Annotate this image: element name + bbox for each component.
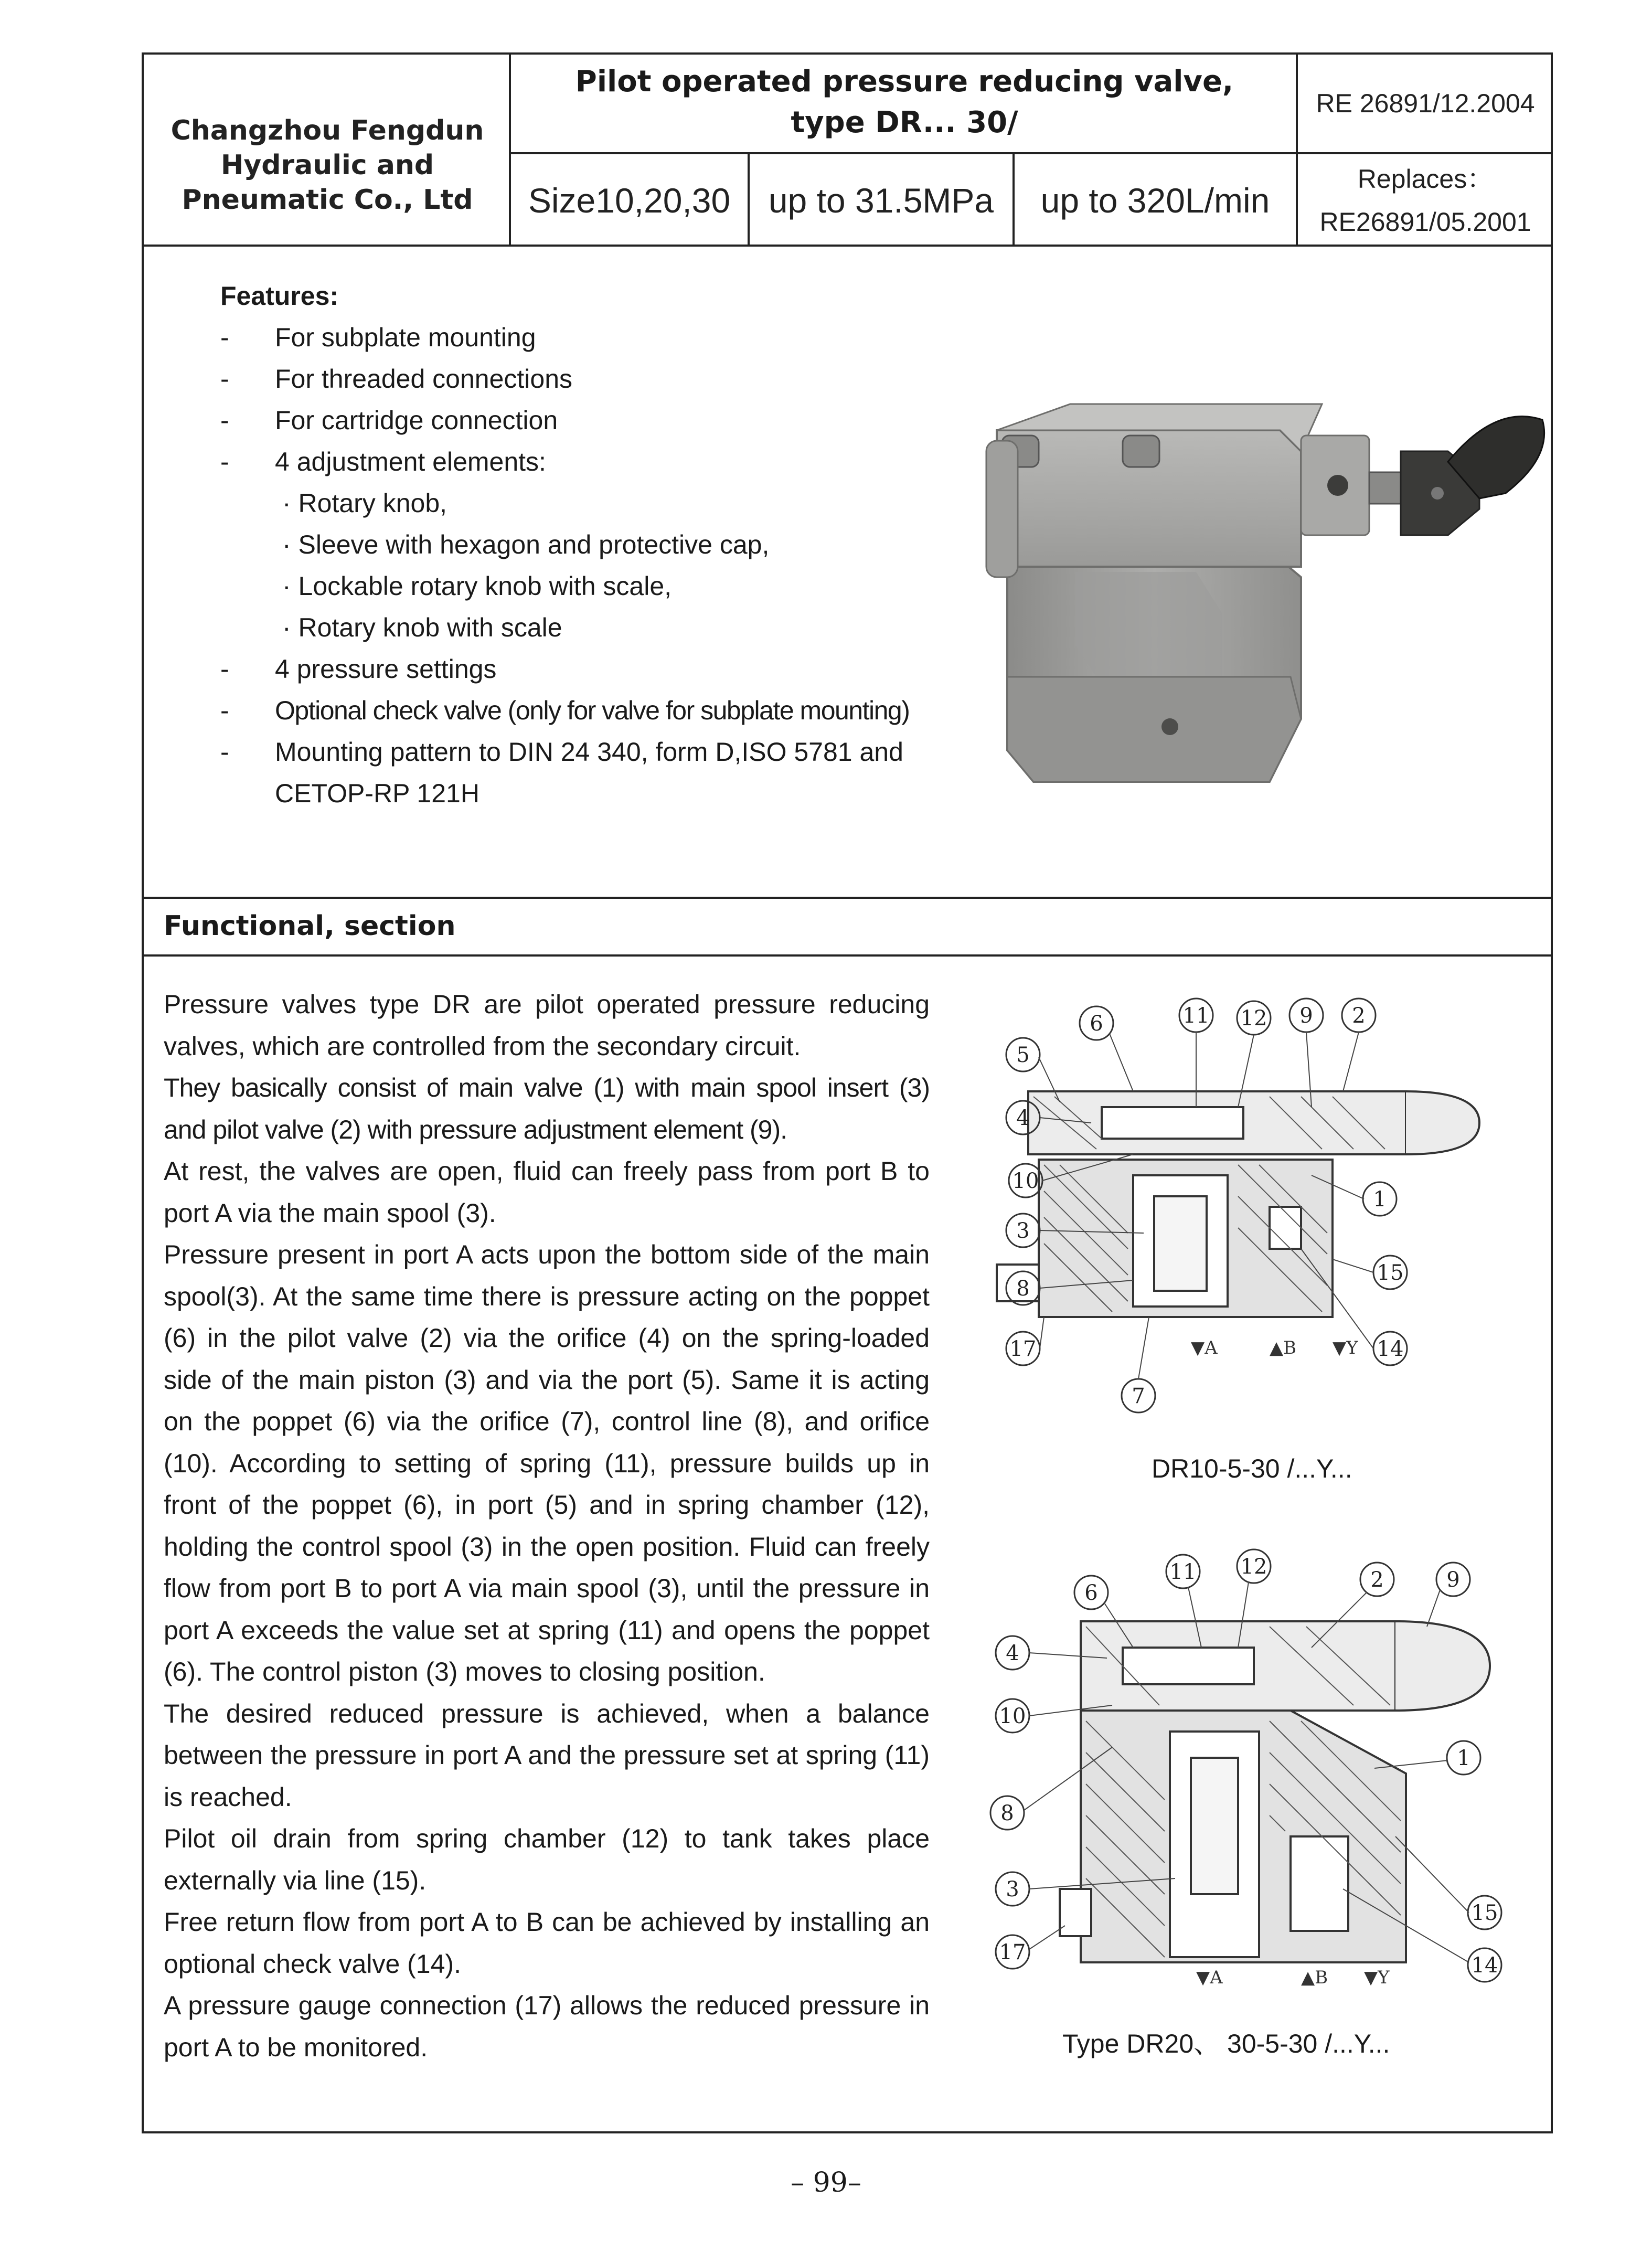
callout [996, 1636, 1029, 1670]
section-diagram-dr10 [976, 986, 1500, 1438]
paragraph: At rest, the valves are open, fluid can freely pass from port B to port A via the main spool (3). [164, 1156, 930, 1228]
adjustment-item: · Sleeve with hexagon and protective cap, [282, 530, 770, 559]
svg-text:1: 1 [1457, 1746, 1470, 1770]
section-bottom-rule [142, 954, 1553, 957]
feature-item: - 4 adjustment elements: [220, 447, 546, 476]
callout [1289, 999, 1323, 1032]
svg-text:14: 14 [1377, 1337, 1404, 1361]
callout [1468, 1948, 1501, 1982]
callout [1237, 1001, 1271, 1035]
valve-photo [976, 383, 1563, 803]
pilot-cap [1406, 1091, 1479, 1154]
pilot-cap [1395, 1621, 1490, 1711]
adjustment-item: · Rotary knob with scale [282, 613, 562, 642]
bolt [1123, 436, 1159, 467]
callout [1237, 1549, 1271, 1583]
feature-item: - For cartridge connection [220, 406, 558, 435]
paragraph: The desired reduced pressure is achieved, when a balance between the pressure in port A and the pressure set at spring (11) is reached. [164, 1698, 930, 1812]
callout [1468, 1896, 1501, 1929]
callout [1006, 1332, 1040, 1365]
feature-item-continuation: CETOP-RP 121H [275, 779, 479, 808]
callout [1447, 1741, 1480, 1775]
company-line-2: Hydraulic and [220, 150, 434, 181]
section-diagram-dr20-30 [976, 1522, 1521, 2004]
paragraph: Pressure valves type DR are pilot operated pressure reducing valves, which are controlled from the secondary circuit. [164, 990, 930, 1061]
callout [1360, 1563, 1394, 1596]
svg-text:15: 15 [1471, 1901, 1498, 1925]
section-heading: Functional, section [164, 910, 456, 942]
svg-text:10: 10 [999, 1704, 1026, 1728]
svg-text:3: 3 [1016, 1219, 1030, 1243]
port-label: ▲B [1301, 1967, 1328, 1988]
adjustment-screw [1327, 475, 1348, 496]
callout [1166, 1555, 1200, 1588]
company-line-1: Changzhou Fengdun [170, 115, 484, 146]
paragraph: A pressure gauge connection (17) allows the reduced pressure in port A to be monitored. [164, 1991, 930, 2062]
callout [1373, 1256, 1407, 1289]
callout [996, 1935, 1029, 1969]
adjustment-item: · Rotary knob, [282, 488, 447, 518]
callout [990, 1796, 1024, 1830]
features-heading: Features: [220, 281, 339, 311]
callout [1342, 999, 1376, 1032]
svg-text:12: 12 [1240, 1006, 1267, 1031]
svg-text:1: 1 [1373, 1187, 1387, 1212]
feature-item: - Optional check valve (only for valve for subplate mounting) [220, 696, 910, 725]
svg-text:11: 11 [1182, 1004, 1210, 1028]
callout [1009, 1164, 1042, 1197]
callout [996, 1699, 1029, 1733]
callout [1006, 1038, 1040, 1071]
company-line-3: Pneumatic Co., Ltd [182, 184, 473, 216]
callout [1436, 1563, 1470, 1596]
svg-text:6: 6 [1084, 1581, 1098, 1605]
pilot-bore [1102, 1107, 1243, 1139]
svg-text:2: 2 [1370, 1568, 1384, 1592]
svg-text:12: 12 [1240, 1555, 1267, 1579]
svg-text:7: 7 [1132, 1384, 1145, 1408]
svg-text:8: 8 [1016, 1277, 1030, 1301]
port-label: ▼A [1191, 1337, 1218, 1358]
size-spec: Size10,20,30 [528, 181, 731, 220]
callout [1179, 999, 1213, 1032]
paragraph: They basically consist of main valve (1) with main spool insert (3) and pilot valve (2) with pressure adjustment element (9). [164, 1073, 930, 1144]
check-valve [1291, 1836, 1348, 1931]
doc-number: RE 26891/12.2004 [1316, 89, 1535, 118]
page-number: – 99– [791, 2167, 861, 2198]
diagram1-caption: DR10-5-30 /...Y... [1152, 1454, 1352, 1483]
callout [1080, 1006, 1113, 1040]
document-title [511, 52, 1298, 152]
svg-text:17: 17 [999, 1940, 1026, 1964]
svg-text:8: 8 [1000, 1801, 1014, 1825]
svg-text:6: 6 [1090, 1012, 1103, 1036]
port-label: ▲B [1270, 1337, 1297, 1358]
title-line-2: type DR... 30/ [791, 105, 1018, 140]
paragraph: Pilot oil drain from spring chamber (12) to tank takes place externally via line (15). [164, 1824, 930, 1895]
callout [1373, 1332, 1407, 1365]
adjustment-item: · Lockable rotary knob with scale, [282, 571, 672, 601]
replaces-label: Replaces： [1357, 164, 1494, 194]
svg-text:3: 3 [1006, 1877, 1019, 1902]
svg-text:2: 2 [1352, 1004, 1366, 1028]
feature-item: - For threaded connections [220, 364, 573, 394]
callout [996, 1872, 1029, 1906]
company-name [144, 52, 511, 247]
svg-text:10: 10 [1012, 1169, 1039, 1193]
port-hole [1161, 718, 1178, 735]
svg-text:11: 11 [1169, 1560, 1197, 1584]
features-list [220, 275, 909, 814]
paragraph: Pressure present in port A acts upon the bottom side of the main spool(3). At the same time there is pressure acting on the poppet (6) in the pilot valve (2) via the orifice (4) on the spring-loaded side of the main piston (3) and via the port (5). Same it is acting on the poppet (6) via the orifice (7), control line (8), and orifice (10). According to setting of spring (11), pressure builds up in front of the poppet (6), in port (5) and in spring chamber (12), holding the control spool (3) in the open position. Fluid can freely flow from port B to port A via main spool (3), until the pressure in port A exceeds the value set at spring (11) and opens the poppet (6). The control piston (3) moves to closing position. [164, 1240, 930, 1686]
diagram2-caption: Type DR20、 30-5-30 /...Y... [1062, 2029, 1390, 2058]
callout [1122, 1379, 1155, 1412]
callout [1006, 1214, 1040, 1247]
port-label: ▼A [1196, 1967, 1223, 1988]
paragraph: Free return flow from port A to B can be achieved by installing an optional check valve (14). [164, 1907, 930, 1979]
callout [1363, 1182, 1397, 1216]
replaces-info [1298, 154, 1553, 247]
functional-description [164, 984, 930, 2068]
port-label: ▼Y [1333, 1337, 1358, 1358]
svg-text:5: 5 [1016, 1043, 1030, 1067]
title-line-1: Pilot operated pressure reducing valve, [575, 65, 1234, 99]
section-top-rule [142, 897, 1553, 899]
replaces-value: RE26891/05.2001 [1319, 207, 1531, 237]
port-label: ▼Y [1364, 1967, 1390, 1988]
callout [1074, 1576, 1108, 1609]
svg-text:4: 4 [1006, 1641, 1019, 1665]
pressure-spec: up to 31.5MPa [768, 181, 994, 220]
svg-text:17: 17 [1009, 1337, 1037, 1361]
svg-text:9: 9 [1446, 1568, 1460, 1592]
feature-item: - For subplate mounting [220, 323, 536, 352]
feature-item: - Mounting pattern to DIN 24 340, form D,ISO 5781 and [220, 737, 903, 767]
pilot-bore [1123, 1648, 1254, 1684]
svg-text:14: 14 [1471, 1953, 1498, 1978]
svg-text:9: 9 [1299, 1004, 1313, 1028]
svg-text:4: 4 [1016, 1106, 1030, 1130]
svg-text:15: 15 [1377, 1261, 1404, 1285]
feature-item: - 4 pressure settings [220, 654, 497, 684]
flow-spec: up to 320L/min [1040, 181, 1270, 220]
